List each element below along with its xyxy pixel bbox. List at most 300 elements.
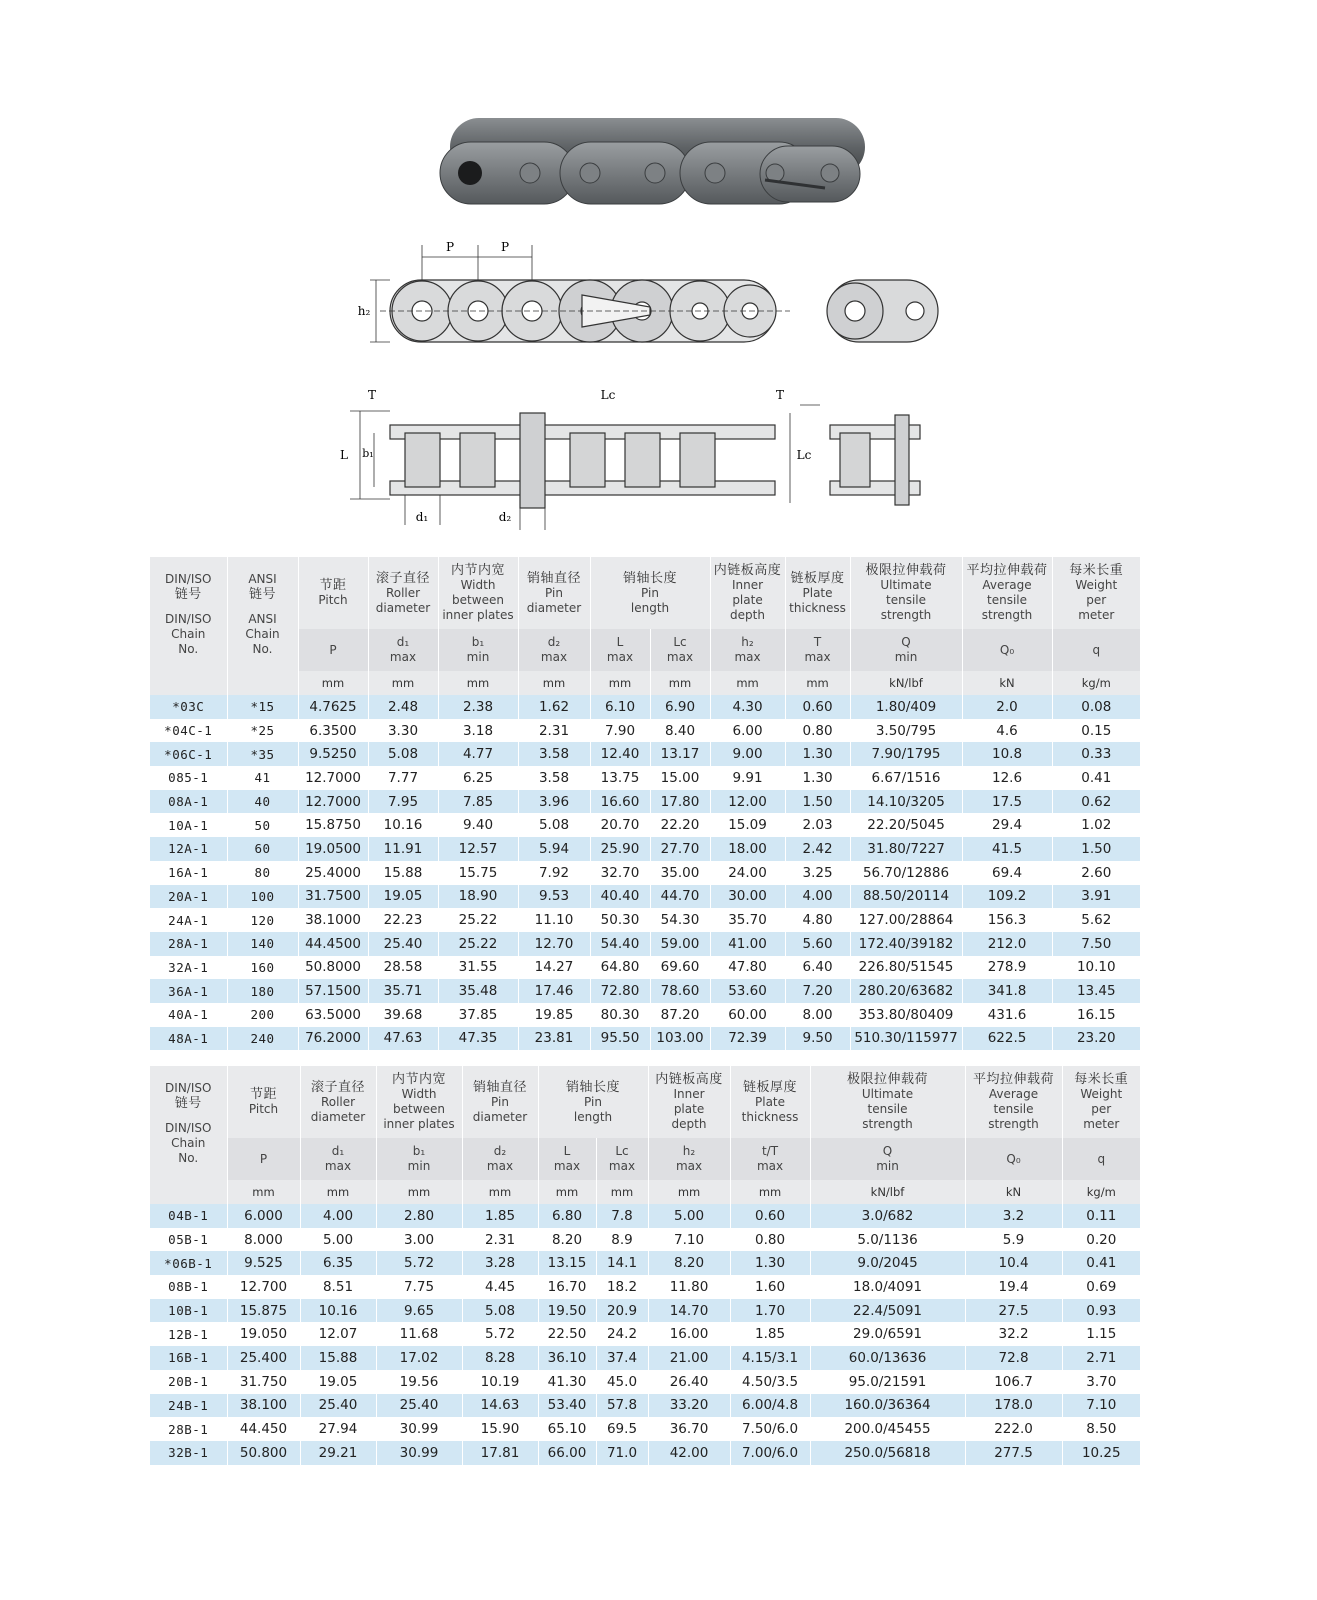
- table-cell: 14.70: [648, 1299, 730, 1323]
- col-inner-width-header: 内节内宽 Width between inner plates: [438, 557, 518, 629]
- table-cell: 17.02: [376, 1346, 462, 1370]
- sym-b1-b: b₁ min: [376, 1138, 462, 1180]
- sym-lc: Lc max: [650, 629, 710, 671]
- table-cell: 3.50/795: [850, 719, 962, 743]
- table-cell: 0.08: [1052, 695, 1140, 719]
- table-cell: 10.19: [462, 1370, 538, 1394]
- table-cell: 16A-1: [150, 861, 227, 885]
- table-cell: 7.75: [376, 1275, 462, 1299]
- table-cell: 127.00/28864: [850, 908, 962, 932]
- table-cell: 8.50: [1062, 1417, 1140, 1441]
- table-cell: 57.8: [596, 1394, 648, 1418]
- sym-lc-b: Lc max: [596, 1138, 648, 1180]
- table-cell: *06B-1: [150, 1251, 227, 1275]
- table-cell: 7.20: [785, 979, 850, 1003]
- table-cell: 6.90: [650, 695, 710, 719]
- table-cell: 7.8: [596, 1204, 648, 1228]
- dim-h2-label: h₂: [357, 304, 371, 318]
- table-cell: 87.20: [650, 1003, 710, 1027]
- table-cell: 19.56: [376, 1370, 462, 1394]
- table-cell: 13.17: [650, 742, 710, 766]
- table-cell: 16.15: [1052, 1003, 1140, 1027]
- table-cell: 8.28: [462, 1346, 538, 1370]
- table-cell: 88.50/20114: [850, 885, 962, 909]
- table-cell: 72.80: [590, 979, 650, 1003]
- table-cell: 10.16: [300, 1299, 376, 1323]
- table-cell: 12.07: [300, 1322, 376, 1346]
- table-cell: 22.20: [650, 813, 710, 837]
- table-cell: 10.16: [368, 813, 438, 837]
- col-plate-depth-header: 内链板高度 Inner plate depth: [710, 557, 785, 629]
- table-row: [150, 1441, 1140, 1465]
- table-cell: 250.0/56818: [810, 1441, 965, 1465]
- col-roller-diameter-header: 滚子直径 Roller diameter: [368, 557, 438, 629]
- table-cell: 16.60: [590, 790, 650, 814]
- table-cell: 05B-1: [150, 1228, 227, 1252]
- table-cell: 41.00: [710, 932, 785, 956]
- table-cell: 78.60: [650, 979, 710, 1003]
- table-cell: 25.40: [300, 1394, 376, 1418]
- sym-p: P: [298, 629, 368, 671]
- table-row: [150, 885, 1140, 909]
- table-cell: 280.20/63682: [850, 979, 962, 1003]
- table-cell: 31.80/7227: [850, 837, 962, 861]
- table-cell: 8.00: [785, 1003, 850, 1027]
- table-cell: 95.0/21591: [810, 1370, 965, 1394]
- table-cell: 22.20/5045: [850, 813, 962, 837]
- dim-p-label-2: P: [500, 240, 510, 254]
- table-cell: 10.10: [1052, 956, 1140, 980]
- table-cell: 28B-1: [150, 1417, 227, 1441]
- table-cell: 17.46: [518, 979, 590, 1003]
- table-cell: 12B-1: [150, 1322, 227, 1346]
- table-cell: 7.10: [1062, 1394, 1140, 1418]
- table-cell: 19.85: [518, 1003, 590, 1027]
- table-cell: 3.58: [518, 766, 590, 790]
- table-cell: *25: [227, 719, 298, 743]
- table-cell: 71.0: [596, 1441, 648, 1465]
- table-row: [150, 1228, 1140, 1252]
- table-cell: 65.10: [538, 1417, 596, 1441]
- table-cell: 9.53: [518, 885, 590, 909]
- table-cell: 19.4: [965, 1275, 1062, 1299]
- table-cell: 8.9: [596, 1228, 648, 1252]
- table-cell: 7.95: [368, 790, 438, 814]
- table-cell: 95.50: [590, 1027, 650, 1051]
- table-cell: 178.0: [965, 1394, 1062, 1418]
- table-b-body: [150, 1204, 1140, 1465]
- table-cell: 30.00: [710, 885, 785, 909]
- chain-front-view-drawing: [350, 235, 970, 385]
- table-row: [150, 1417, 1140, 1441]
- col-plate-thickness-header: 链板厚度 Plate thickness: [785, 557, 850, 629]
- table-row: [150, 790, 1140, 814]
- table-cell: 3.70: [1062, 1370, 1140, 1394]
- table-cell: 27.5: [965, 1299, 1062, 1323]
- unit-b1: mm: [438, 671, 518, 695]
- table-cell: 29.21: [300, 1441, 376, 1465]
- unit-q: kN/lbf: [850, 671, 962, 695]
- table-cell: 109.2: [962, 885, 1052, 909]
- table-cell: 16B-1: [150, 1346, 227, 1370]
- table-cell: *04C-1: [150, 719, 227, 743]
- table-cell: 4.00: [300, 1204, 376, 1228]
- table-cell: 19.050: [227, 1322, 300, 1346]
- unit-t-b: mm: [730, 1180, 810, 1204]
- table-cell: 12.7000: [298, 766, 368, 790]
- dim-d2-label: d₂: [498, 510, 512, 524]
- table-cell: 240: [227, 1027, 298, 1051]
- table-cell: 15.88: [300, 1346, 376, 1370]
- table-cell: 36A-1: [150, 979, 227, 1003]
- table-cell: 14.63: [462, 1394, 538, 1418]
- table-cell: 12.6: [962, 766, 1052, 790]
- table-cell: 28A-1: [150, 932, 227, 956]
- table-row: [150, 766, 1140, 790]
- table-cell: 3.0/682: [810, 1204, 965, 1228]
- table-row: [150, 1251, 1140, 1275]
- table-cell: 31.55: [438, 956, 518, 980]
- table-cell: 1.70: [730, 1299, 810, 1323]
- sym-q0: Q₀: [962, 629, 1052, 671]
- table-cell: 0.41: [1052, 766, 1140, 790]
- col-din-iso-header: DIN/ISO 链号 DIN/ISO Chain No.: [150, 557, 227, 671]
- table-cell: 13.45: [1052, 979, 1140, 1003]
- unit-lc: mm: [650, 671, 710, 695]
- unit-l-b: mm: [538, 1180, 596, 1204]
- table-cell: 5.00: [648, 1204, 730, 1228]
- table-cell: 1.50: [785, 790, 850, 814]
- table-cell: 23.81: [518, 1027, 590, 1051]
- table-row: [150, 742, 1140, 766]
- table-cell: 4.30: [710, 695, 785, 719]
- table-cell: 37.85: [438, 1003, 518, 1027]
- table-cell: 11.80: [648, 1275, 730, 1299]
- table-cell: 30.99: [376, 1417, 462, 1441]
- table-cell: 63.5000: [298, 1003, 368, 1027]
- table-cell: 7.90/1795: [850, 742, 962, 766]
- unit-l: mm: [590, 671, 650, 695]
- table-a-header-row-2: [150, 629, 1140, 671]
- table-cell: 341.8: [962, 979, 1052, 1003]
- table-cell: 29.0/6591: [810, 1322, 965, 1346]
- table-row: [150, 1370, 1140, 1394]
- table-cell: 31.7500: [298, 885, 368, 909]
- table-cell: 5.00: [300, 1228, 376, 1252]
- table-row: [150, 1394, 1140, 1418]
- col-ultimate-strength-header: 极限拉伸载荷 Ultimate tensile strength: [850, 557, 962, 629]
- table-row: [150, 1027, 1140, 1051]
- table-cell: 8.20: [538, 1228, 596, 1252]
- table-cell: 42.00: [648, 1441, 730, 1465]
- table-b-header-row-2: [150, 1138, 1140, 1180]
- table-cell: 29.4: [962, 813, 1052, 837]
- unit-b1-b: mm: [376, 1180, 462, 1204]
- table-cell: 66.00: [538, 1441, 596, 1465]
- table-cell: *15: [227, 695, 298, 719]
- table-cell: 8.000: [227, 1228, 300, 1252]
- col-pin-length-header: 销轴长度 Pin length: [590, 557, 710, 629]
- table-cell: 1.30: [730, 1251, 810, 1275]
- table-cell: 200.0/45455: [810, 1417, 965, 1441]
- table-cell: 7.77: [368, 766, 438, 790]
- table-cell: 35.71: [368, 979, 438, 1003]
- table-cell: 0.41: [1062, 1251, 1140, 1275]
- table-cell: 10.8: [962, 742, 1052, 766]
- sym-b1: b₁ min: [438, 629, 518, 671]
- table-a-body: [150, 695, 1140, 1050]
- table-cell: 60.0/13636: [810, 1346, 965, 1370]
- table-cell: 40.40: [590, 885, 650, 909]
- table-cell: 0.69: [1062, 1275, 1140, 1299]
- table-cell: 18.2: [596, 1275, 648, 1299]
- table-cell: 278.9: [962, 956, 1052, 980]
- table-cell: 085-1: [150, 766, 227, 790]
- table-row: [150, 956, 1140, 980]
- table-cell: 17.81: [462, 1441, 538, 1465]
- table-cell: 69.5: [596, 1417, 648, 1441]
- table-cell: 1.60: [730, 1275, 810, 1299]
- table-cell: 12.00: [710, 790, 785, 814]
- dim-b1-label: b₁: [362, 447, 374, 460]
- unit-p: mm: [298, 671, 368, 695]
- table-cell: 25.40: [376, 1394, 462, 1418]
- table-cell: 6.00: [710, 719, 785, 743]
- col-average-strength-header: 平均拉伸载荷 Average tensile strength: [962, 557, 1052, 629]
- table-cell: 2.48: [368, 695, 438, 719]
- table-cell: 4.6: [962, 719, 1052, 743]
- table-cell: 1.30: [785, 742, 850, 766]
- table-cell: 27.94: [300, 1417, 376, 1441]
- table-cell: 120: [227, 908, 298, 932]
- table-cell: 3.91: [1052, 885, 1140, 909]
- unit-t: mm: [785, 671, 850, 695]
- table-cell: 10B-1: [150, 1299, 227, 1323]
- table-row: [150, 695, 1140, 719]
- table-cell: 69.60: [650, 956, 710, 980]
- table-cell: 25.90: [590, 837, 650, 861]
- col-average-strength-header-b: 平均拉伸载荷 Average tensile strength: [965, 1066, 1062, 1138]
- table-cell: 54.30: [650, 908, 710, 932]
- table-cell: 56.70/12886: [850, 861, 962, 885]
- table-cell: 0.20: [1062, 1228, 1140, 1252]
- table-cell: 5.0/1136: [810, 1228, 965, 1252]
- table-cell: 0.62: [1052, 790, 1140, 814]
- table-cell: 17.5: [962, 790, 1052, 814]
- sym-l-b: L max: [538, 1138, 596, 1180]
- table-cell: 1.02: [1052, 813, 1140, 837]
- sym-d2: d₂ max: [518, 629, 590, 671]
- table-cell: 0.60: [785, 695, 850, 719]
- table-cell: 12.57: [438, 837, 518, 861]
- col-weight-header: 每米长重 Weight per meter: [1052, 557, 1140, 629]
- table-cell: 3.25: [785, 861, 850, 885]
- col-roller-diameter-header-b: 滚子直径 Roller diameter: [300, 1066, 376, 1138]
- table-cell: 2.60: [1052, 861, 1140, 885]
- table-cell: 20.9: [596, 1299, 648, 1323]
- table-cell: 7.90: [590, 719, 650, 743]
- table-cell: 6.3500: [298, 719, 368, 743]
- table-cell: 47.63: [368, 1027, 438, 1051]
- unit-q-b: kN/lbf: [810, 1180, 965, 1204]
- unit-q0: kN: [962, 671, 1052, 695]
- dim-lc-label-1: Lc: [600, 388, 616, 402]
- table-cell: 12.700: [227, 1275, 300, 1299]
- table-cell: 172.40/39182: [850, 932, 962, 956]
- table-cell: 40A-1: [150, 1003, 227, 1027]
- table-cell: 50.8000: [298, 956, 368, 980]
- table-cell: 4.7625: [298, 695, 368, 719]
- table-cell: 212.0: [962, 932, 1052, 956]
- table-cell: 2.31: [518, 719, 590, 743]
- table-cell: 20B-1: [150, 1370, 227, 1394]
- table-cell: 24.2: [596, 1322, 648, 1346]
- table-cell: 1.85: [730, 1322, 810, 1346]
- table-cell: 08B-1: [150, 1275, 227, 1299]
- roller-chain-photo: [430, 110, 890, 220]
- table-cell: 9.0/2045: [810, 1251, 965, 1275]
- table-cell: 160.0/36364: [810, 1394, 965, 1418]
- table-cell: 106.7: [965, 1370, 1062, 1394]
- table-cell: 2.71: [1062, 1346, 1140, 1370]
- table-cell: 32B-1: [150, 1441, 227, 1465]
- table-cell: 35.70: [710, 908, 785, 932]
- table-cell: 0.11: [1062, 1204, 1140, 1228]
- table-cell: 12.7000: [298, 790, 368, 814]
- table-cell: 18.00: [710, 837, 785, 861]
- table-cell: 8.51: [300, 1275, 376, 1299]
- col-pin-length-header-b: 销轴长度 Pin length: [538, 1066, 648, 1138]
- table-cell: 1.85: [462, 1204, 538, 1228]
- table-cell: 3.96: [518, 790, 590, 814]
- table-cell: 38.100: [227, 1394, 300, 1418]
- table-cell: 21.00: [648, 1346, 730, 1370]
- table-cell: 5.72: [376, 1251, 462, 1275]
- table-cell: 7.85: [438, 790, 518, 814]
- sym-q-weight: q: [1052, 629, 1140, 671]
- dim-l-label: L: [340, 448, 348, 462]
- spec-table-a: [150, 557, 1140, 1050]
- table-cell: 16.70: [538, 1275, 596, 1299]
- sym-q-b: Q min: [810, 1138, 965, 1180]
- table-cell: 100: [227, 885, 298, 909]
- sym-t-b: t/T max: [730, 1138, 810, 1180]
- table-cell: 13.15: [538, 1251, 596, 1275]
- table-cell: 18.0/4091: [810, 1275, 965, 1299]
- dim-d1-label: d₁: [415, 510, 429, 524]
- table-cell: 1.62: [518, 695, 590, 719]
- table-cell: 140: [227, 932, 298, 956]
- sym-d1: d₁ max: [368, 629, 438, 671]
- table-cell: 24B-1: [150, 1394, 227, 1418]
- table-cell: 50: [227, 813, 298, 837]
- chain-top-view-drawing: [330, 385, 950, 535]
- table-row: [150, 719, 1140, 743]
- table-cell: 226.80/51545: [850, 956, 962, 980]
- table-cell: 28.58: [368, 956, 438, 980]
- table-cell: 9.65: [376, 1299, 462, 1323]
- table-cell: 6.35: [300, 1251, 376, 1275]
- table-cell: 3.2: [965, 1204, 1062, 1228]
- table-cell: 60.00: [710, 1003, 785, 1027]
- table-cell: 5.9: [965, 1228, 1062, 1252]
- table-cell: 0.80: [785, 719, 850, 743]
- table-row: [150, 979, 1140, 1003]
- table-cell: 622.5: [962, 1027, 1052, 1051]
- table-cell: 80: [227, 861, 298, 885]
- table-cell: 9.40: [438, 813, 518, 837]
- table-cell: 5.72: [462, 1322, 538, 1346]
- table-cell: 5.08: [462, 1299, 538, 1323]
- table-cell: 08A-1: [150, 790, 227, 814]
- table-cell: 19.05: [300, 1370, 376, 1394]
- table-cell: 25.22: [438, 908, 518, 932]
- table-cell: 14.1: [596, 1251, 648, 1275]
- table-cell: 44.450: [227, 1417, 300, 1441]
- table-cell: 32.70: [590, 861, 650, 885]
- sym-d1-b: d₁ max: [300, 1138, 376, 1180]
- table-cell: 2.38: [438, 695, 518, 719]
- table-cell: 38.1000: [298, 908, 368, 932]
- col-plate-thickness-header-b: 链板厚度 Plate thickness: [730, 1066, 810, 1138]
- col-pin-diameter-header: 销轴直径 Pin diameter: [518, 557, 590, 629]
- table-row: [150, 837, 1140, 861]
- table-cell: 4.50/3.5: [730, 1370, 810, 1394]
- table-cell: 4.15/3.1: [730, 1346, 810, 1370]
- table-cell: 33.20: [648, 1394, 730, 1418]
- table-cell: 32A-1: [150, 956, 227, 980]
- sym-l: L max: [590, 629, 650, 671]
- table-cell: 37.4: [596, 1346, 648, 1370]
- table-cell: 12.40: [590, 742, 650, 766]
- table-b-header-row-1: [150, 1066, 1140, 1138]
- table-cell: 35.00: [650, 861, 710, 885]
- table-a-units-row: [150, 671, 1140, 695]
- table-cell: 1.15: [1062, 1322, 1140, 1346]
- table-cell: 17.80: [650, 790, 710, 814]
- table-cell: 24A-1: [150, 908, 227, 932]
- table-row: [150, 1204, 1140, 1228]
- table-cell: 1.80/409: [850, 695, 962, 719]
- table-cell: 45.0: [596, 1370, 648, 1394]
- table-row: [150, 1275, 1140, 1299]
- table-cell: 47.35: [438, 1027, 518, 1051]
- table-cell: 6.000: [227, 1204, 300, 1228]
- dim-p-label-1: P: [445, 240, 455, 254]
- table-cell: 20.70: [590, 813, 650, 837]
- table-cell: 277.5: [965, 1441, 1062, 1465]
- table-cell: 15.75: [438, 861, 518, 885]
- table-cell: 39.68: [368, 1003, 438, 1027]
- col-pitch-header-b: 节距 Pitch: [227, 1066, 300, 1138]
- table-row: [150, 1322, 1140, 1346]
- table-cell: 25.400: [227, 1346, 300, 1370]
- table-row: [150, 861, 1140, 885]
- table-cell: 1.30: [785, 766, 850, 790]
- table-cell: 5.60: [785, 932, 850, 956]
- table-cell: 5.08: [518, 813, 590, 837]
- table-cell: 6.25: [438, 766, 518, 790]
- unit-q-weight: kg/m: [1052, 671, 1140, 695]
- table-cell: *06C-1: [150, 742, 227, 766]
- table-cell: 72.8: [965, 1346, 1062, 1370]
- sym-d2-b: d₂ max: [462, 1138, 538, 1180]
- table-cell: 30.99: [376, 1441, 462, 1465]
- col-pitch-header: 节距 Pitch: [298, 557, 368, 629]
- table-cell: 3.58: [518, 742, 590, 766]
- table-cell: 19.05: [368, 885, 438, 909]
- sym-q: Q min: [850, 629, 962, 671]
